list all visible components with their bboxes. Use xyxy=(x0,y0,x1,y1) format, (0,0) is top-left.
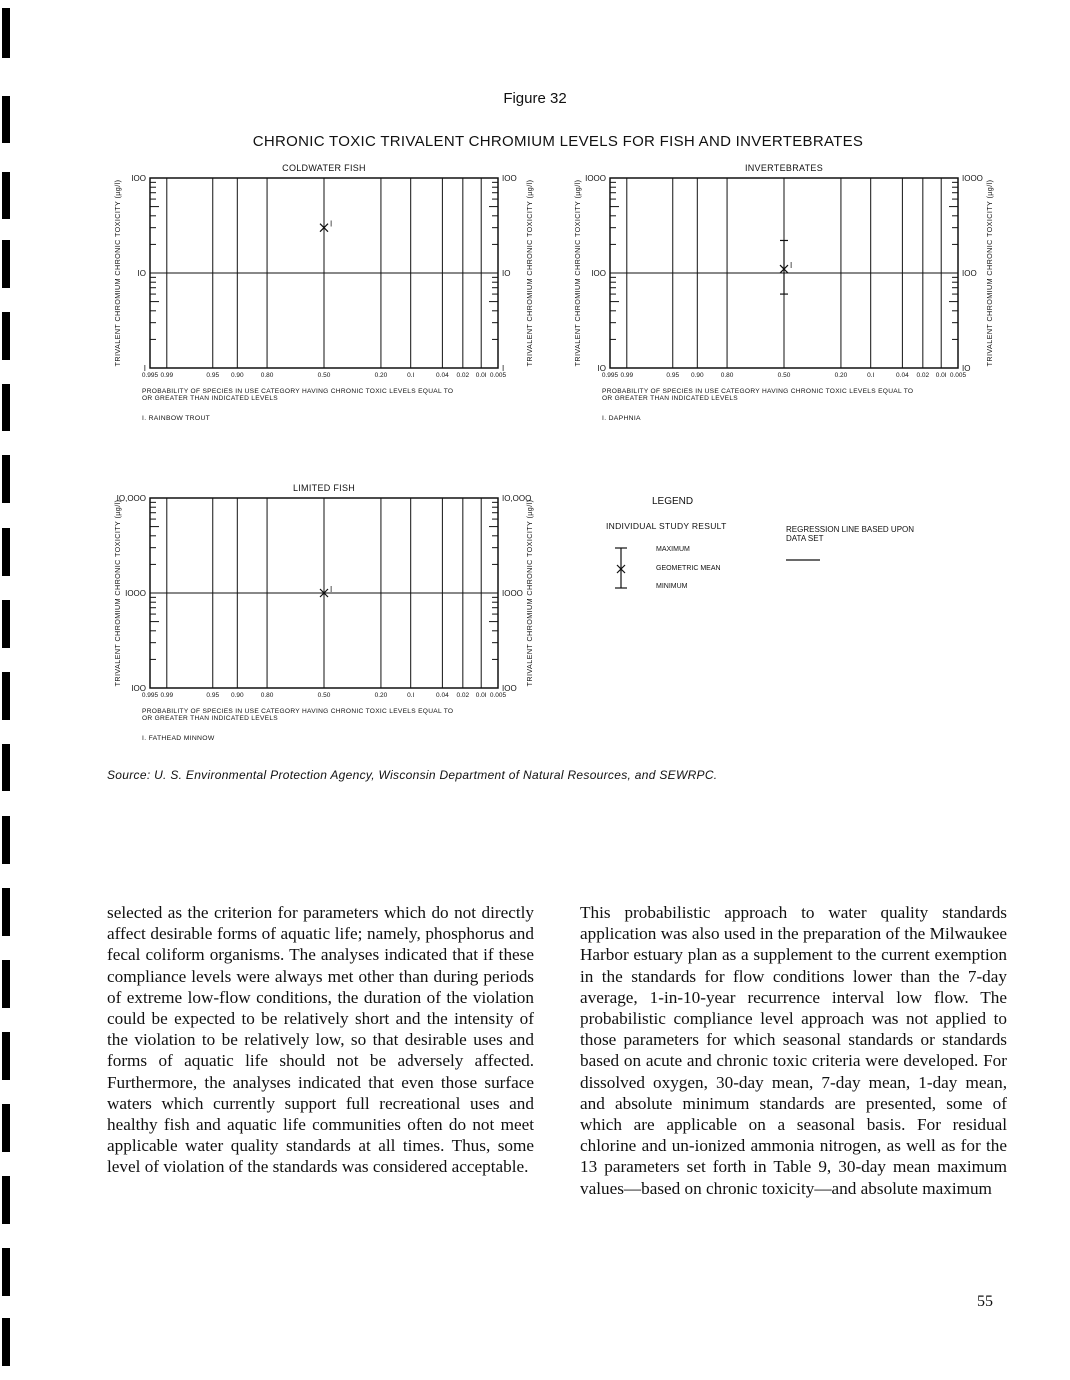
data-point-label: I xyxy=(330,219,333,229)
binder-mark xyxy=(2,8,10,58)
x-tick-label: 0.95 xyxy=(206,372,220,379)
binder-mark xyxy=(2,172,10,219)
y-tick-label: I xyxy=(502,364,505,373)
figure-title: CHRONIC TOXIC TRIVALENT CHROMIUM LEVELS FOR FISH AND INVERTEBRATES xyxy=(252,133,864,150)
x-axis-title: OR GREATER THAN INDICATED LEVELS xyxy=(602,395,739,402)
legend-symbol xyxy=(600,490,930,600)
chart-title: INVERTEBRATES xyxy=(744,163,824,173)
x-tick-label: 0.0I xyxy=(475,692,487,699)
chart-title: LIMITED FISH xyxy=(292,483,356,493)
x-tick-label: 0.04 xyxy=(436,692,449,699)
legend-individual: INDIVIDUAL STUDY RESULT xyxy=(606,521,727,531)
x-tick-label: 0.50 xyxy=(317,692,331,699)
x-tick-label: 0.995 xyxy=(141,372,159,379)
x-tick-label: 0.005 xyxy=(489,372,507,379)
x-tick-label: 0.I xyxy=(407,692,415,699)
x-tick-label: 0.50 xyxy=(317,372,331,379)
y-tick-label: IO,OOO xyxy=(116,494,146,503)
x-tick-label: 0.0I xyxy=(935,372,947,379)
y-axis-title-right: TRIVALENT CHROMIUM CHRONIC TOXICITY (µg/l) xyxy=(525,499,534,687)
y-tick-label: IOO xyxy=(502,174,517,183)
x-tick-label: 0.20 xyxy=(374,692,388,699)
data-point-label: I xyxy=(790,261,793,271)
y-tick-label: IO xyxy=(962,364,971,373)
x-tick-label: 0.80 xyxy=(260,372,274,379)
data-point-label: I xyxy=(330,585,333,594)
y-axis-title-right: TRIVALENT CHROMIUM CHRONIC TOXICITY (µg/l) xyxy=(985,179,994,367)
body-column-right xyxy=(580,902,1007,1199)
y-tick-label: IO,OOO xyxy=(502,494,532,503)
chart-coldwater-fish xyxy=(100,158,540,422)
binder-mark xyxy=(2,1318,10,1366)
x-tick-label: 0.95 xyxy=(206,692,220,699)
body-paragraph: This probabilistic approach to water quality standards application was also used in the preparation of the Milwaukee Harbor estuary plan as a supplement to the current exemption in the standards for flow conditions lower than the 7-day average, 1-in-10-year recurrence interval low flow. The probabilistic compliance level approach was not applied to those parameters for which seasonal standards or standards based on acute and chronic toxic criteria were developed. For dissolved oxygen, 30-day mean, 7-day mean, 1-day mean, and absolute minimum standards are presented, some of which are applicable on a seasonal basis. For residual chlorine and un-ionized ammonia nitrogen, as well as for the 13 parameters set forth in Table 9, 30-day mean maximum values—based on chronic toxicity—and absolute maximum xyxy=(580,903,1007,1198)
legend-maximum: MAXIMUM xyxy=(656,546,690,553)
legend-title: LEGEND xyxy=(652,496,694,507)
body-column-left xyxy=(107,902,534,1178)
x-tick-label: 0.90 xyxy=(690,372,704,379)
legend xyxy=(600,490,930,600)
x-tick-label: 0.04 xyxy=(896,372,909,379)
chart-title: COLDWATER FISH xyxy=(282,163,366,173)
y-tick-label: IOO xyxy=(131,174,146,183)
x-axis-title: PROBABILITY OF SPECIES IN USE CATEGORY HAVING CHRONIC TOXIC LEVELS EQUAL TO xyxy=(142,708,454,715)
binder-mark xyxy=(2,1104,10,1152)
y-tick-label: IOOO xyxy=(962,174,983,183)
chart-footnote: I. DAPHNIA xyxy=(602,415,641,422)
page-number: 55 xyxy=(977,1293,993,1310)
x-tick-label: 0.20 xyxy=(834,372,848,379)
legend-minimum: MINIMUM xyxy=(656,583,688,590)
y-tick-label: IO xyxy=(502,269,511,278)
chart-footnote: I. RAINBOW TROUT xyxy=(142,415,211,422)
binder-mark xyxy=(2,672,10,720)
binder-mark xyxy=(2,384,10,431)
y-axis-title-left: TRIVALENT CHROMIUM CHRONIC TOXICITY (µg/l) xyxy=(113,499,122,687)
binder-mark xyxy=(2,960,10,1008)
x-tick-label: 0.04 xyxy=(436,372,449,379)
y-tick-label: IOOO xyxy=(585,174,606,183)
x-tick-label: 0.80 xyxy=(260,692,274,699)
x-tick-label: 0.I xyxy=(407,372,415,379)
x-axis-title: OR GREATER THAN INDICATED LEVELS xyxy=(142,715,279,722)
x-tick-label: 0.50 xyxy=(777,372,791,379)
chart-invertebrates xyxy=(560,158,1000,422)
legend-regression: REGRESSION LINE BASED UPON DATA SET xyxy=(786,525,915,543)
x-tick-label: 0.99 xyxy=(160,692,174,699)
binder-mark xyxy=(2,744,10,791)
x-tick-label: 0.02 xyxy=(456,692,470,699)
y-tick-label: I xyxy=(143,364,146,373)
body-paragraph: selected as the criterion for parameters which do not directly affect desirable forms of aquatic life; namely, phosphorus and fecal coliform organisms. The analyses indicated that if these compliance levels were always met other than during periods of extreme low-flow conditions, the duration of the violation could be expected to be relatively short and the intensity of the violation to be relatively low, so that desirable uses and forms of aquatic life should not be adversely affected. Furthermore, the analyses indicated that even those surface waters which currently support full recreational uses and healthy fish and aquatic life communities often do not meet applicable water quality standards at all times. Thus, some level of violation of the standards was considered acceptable. xyxy=(107,903,534,1177)
x-axis-title: PROBABILITY OF SPECIES IN USE CATEGORY HAVING CHRONIC TOXIC LEVELS EQUAL TO xyxy=(602,388,914,395)
x-tick-label: 0.95 xyxy=(666,372,680,379)
y-tick-label: IO xyxy=(137,269,146,278)
legend-geometric-mean: GEOMETRIC MEAN xyxy=(656,565,721,572)
x-tick-label: 0.005 xyxy=(949,372,967,379)
y-tick-label: IOO xyxy=(131,684,146,693)
y-tick-label: IOOO xyxy=(125,589,146,598)
x-tick-label: 0.20 xyxy=(374,372,388,379)
x-tick-label: 0.995 xyxy=(141,692,159,699)
y-axis-title-left: TRIVALENT CHROMIUM CHRONIC TOXICITY (µg/l) xyxy=(573,179,582,367)
binder-mark xyxy=(2,455,10,503)
binder-mark xyxy=(2,888,10,936)
x-axis-title: PROBABILITY OF SPECIES IN USE CATEGORY HAVING CHRONIC TOXIC LEVELS EQUAL TO xyxy=(142,388,454,395)
y-tick-label: IOO xyxy=(502,684,517,693)
x-axis-title: OR GREATER THAN INDICATED LEVELS xyxy=(142,395,279,402)
x-tick-label: 0.90 xyxy=(230,692,244,699)
y-tick-label: IOO xyxy=(962,269,977,278)
x-tick-label: 0.02 xyxy=(456,372,470,379)
y-axis-title-right: TRIVALENT CHROMIUM CHRONIC TOXICITY (µg/l) xyxy=(525,179,534,367)
binder-mark xyxy=(2,528,10,576)
chart-limited-fish xyxy=(100,478,540,742)
x-tick-label: 0.99 xyxy=(160,372,174,379)
source-note: Source: U. S. Environmental Protection Agency, Wisconsin Department of Natural Resources, and SEWRPC. xyxy=(107,768,718,782)
binder-mark xyxy=(2,240,10,288)
binder-mark xyxy=(2,600,10,648)
chart-footnote: I. FATHEAD MINNOW xyxy=(142,735,215,742)
y-tick-label: IOO xyxy=(591,269,606,278)
x-tick-label: 0.90 xyxy=(230,372,244,379)
x-tick-label: 0.005 xyxy=(489,692,507,699)
figure-label: Figure 32 xyxy=(503,90,567,107)
x-tick-label: 0.I xyxy=(867,372,875,379)
y-tick-label: IO xyxy=(597,364,606,373)
x-tick-label: 0.0I xyxy=(475,372,487,379)
x-tick-label: 0.80 xyxy=(720,372,734,379)
y-tick-label: IOOO xyxy=(502,589,523,598)
binder-mark xyxy=(2,816,10,864)
y-axis-title-left: TRIVALENT CHROMIUM CHRONIC TOXICITY (µg/l) xyxy=(113,179,122,367)
x-tick-label: 0.995 xyxy=(601,372,619,379)
x-tick-label: 0.02 xyxy=(916,372,930,379)
binder-mark xyxy=(2,1248,10,1296)
binder-mark xyxy=(2,1176,10,1224)
x-tick-label: 0.99 xyxy=(620,372,634,379)
binder-mark xyxy=(2,312,10,360)
binder-mark xyxy=(2,1032,10,1080)
